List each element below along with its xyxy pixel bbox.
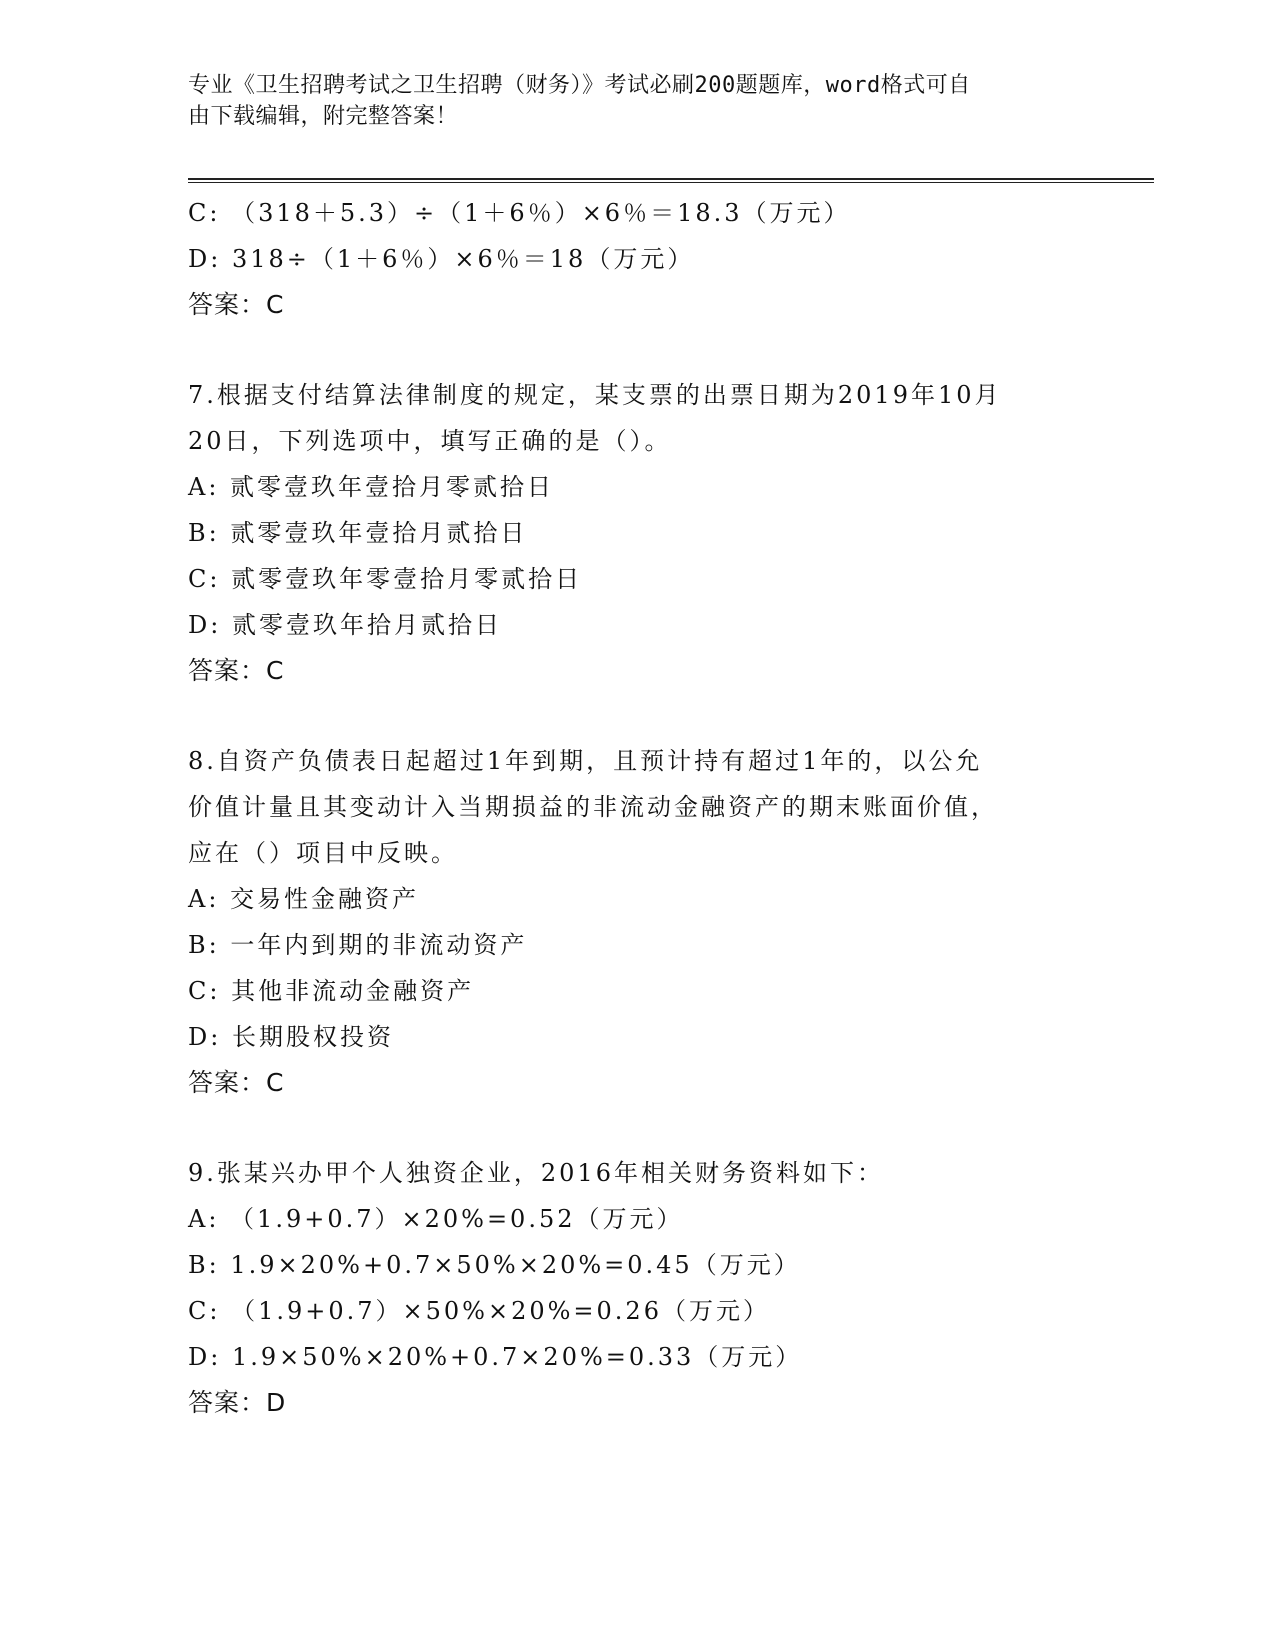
option-a: A: 贰零壹玖年壹拾月零贰拾日 <box>188 473 555 501</box>
option-c: C: 贰零壹玖年零壹拾月零贰拾日 <box>188 565 583 593</box>
option-c: C: 其他非流动金融资产 <box>188 977 475 1005</box>
option-b: B: 1.9×20%+0.7×50%×20%=0.45（万元） <box>188 1251 801 1279</box>
question-6 <box>188 190 1068 328</box>
question-list <box>188 190 1068 1426</box>
spacer <box>188 694 1068 738</box>
question-stem: 9.张某兴办甲个人独资企业，2016年相关财务资料如下： <box>188 1159 884 1187</box>
option-b: B: 一年内到期的非流动资产 <box>188 931 528 959</box>
option-c: C: （318＋5.3）÷（1＋6％）×6％＝18.3（万元） <box>188 199 851 227</box>
spacer <box>188 328 1068 372</box>
header-divider <box>188 178 1154 180</box>
option-c: C: （1.9+0.7）×50%×20%=0.26（万元） <box>188 1297 770 1325</box>
question-stem: 8.自资产负债表日起超过1年到期，且预计持有超过1年的，以公允 <box>188 747 983 775</box>
spacer <box>188 1106 1068 1150</box>
question-9 <box>188 1150 1068 1426</box>
answer: 答案：C <box>188 290 285 319</box>
option-b: B: 贰零壹玖年壹拾月贰拾日 <box>188 519 528 547</box>
header-line-1: 专业《卫生招聘考试之卫生招聘（财务）》考试必刷200题题库，word格式可自 <box>188 73 971 98</box>
question-7 <box>188 372 1068 694</box>
option-a: A: 交易性金融资产 <box>188 885 420 913</box>
answer: 答案：C <box>188 1068 285 1097</box>
question-stem: 7.根据支付结算法律制度的规定，某支票的出票日期为2019年10月 <box>188 381 1002 409</box>
option-d: D: 贰零壹玖年拾月贰拾日 <box>188 611 502 639</box>
option-a: A: （1.9+0.7）×20%=0.52（万元） <box>188 1205 684 1233</box>
question-8 <box>188 738 1068 1106</box>
option-d: D: 长期股权投资 <box>188 1023 394 1051</box>
answer: 答案：C <box>188 656 285 685</box>
option-d: D: 1.9×50%×20%+0.7×20%=0.33（万元） <box>188 1343 803 1371</box>
answer: 答案：D <box>188 1388 287 1417</box>
option-d: D: 318÷（1＋6％）×6％＝18（万元） <box>188 245 695 273</box>
question-stem: 20日，下列选项中，填写正确的是（）。 <box>188 427 672 455</box>
header-line-2: 由下载编辑，附完整答案！ <box>188 104 459 129</box>
header-divider-thin <box>188 182 1154 183</box>
question-stem: 应在（）项目中反映。 <box>188 839 458 867</box>
question-stem: 价值计量且其变动计入当期损益的非流动金融资产的期末账面价值， <box>188 793 998 821</box>
document-header <box>188 70 1068 132</box>
